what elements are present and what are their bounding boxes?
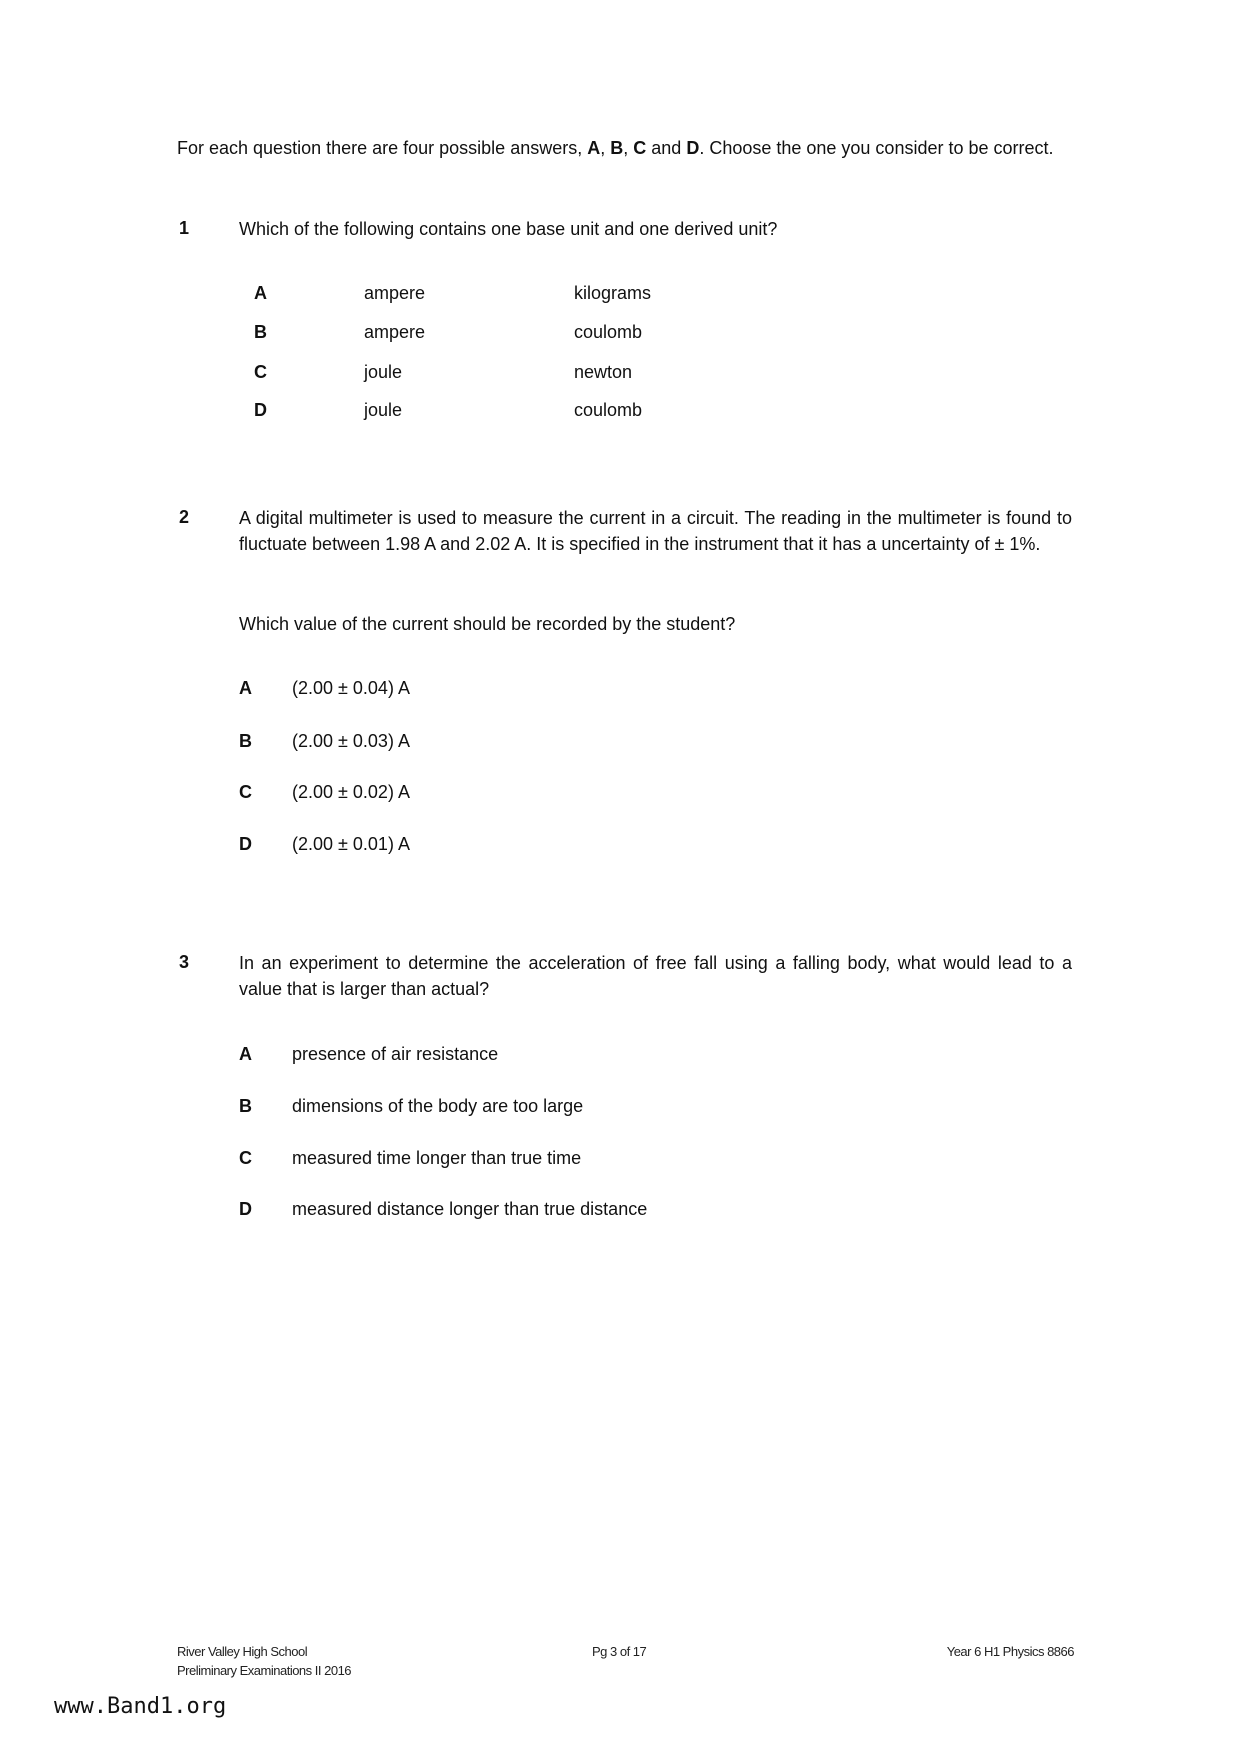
option-col1: joule bbox=[364, 362, 403, 382]
footer-page-number: Pg 3 of 17 bbox=[592, 1644, 647, 1659]
option-letter: A bbox=[239, 1044, 252, 1064]
option-letter: C bbox=[239, 782, 252, 802]
question-text: In an experiment to determine the acceleration of free fall using a falling body, what would lead to a value that is larger than actual? bbox=[239, 953, 1072, 999]
footer-school: River Valley High School bbox=[177, 1644, 308, 1659]
option-col2: coulomb bbox=[574, 322, 643, 342]
option-letter: B bbox=[254, 322, 267, 342]
option-col1: joule bbox=[364, 400, 403, 420]
option-letter: A bbox=[254, 283, 267, 303]
option-col1: ampere bbox=[364, 322, 426, 342]
option-letter: D bbox=[254, 400, 267, 420]
option-text: (2.00 ± 0.03) A bbox=[292, 731, 410, 751]
option-text: measured distance longer than true distance bbox=[292, 1199, 648, 1219]
instructions-text: For each question there are four possible answers, bbox=[177, 138, 588, 158]
footer-course: Year 6 H1 Physics 8866 bbox=[946, 1644, 1074, 1659]
question-number: 2 bbox=[179, 507, 190, 527]
separator: , bbox=[623, 138, 634, 158]
instructions bbox=[177, 135, 1072, 162]
instructions-text-end: . Choose the one you consider to be correct. bbox=[699, 138, 1054, 158]
question-prompt: Which value of the current should be recorded by the student? bbox=[239, 614, 736, 634]
option-a-label: A bbox=[587, 138, 601, 158]
option-col2: coulomb bbox=[574, 400, 643, 420]
question-number: 3 bbox=[179, 952, 190, 972]
option-col2: newton bbox=[574, 362, 633, 382]
option-text: (2.00 ± 0.02) A bbox=[292, 782, 410, 802]
option-letter: B bbox=[239, 1096, 252, 1116]
option-col2: kilograms bbox=[574, 283, 652, 303]
option-letter: D bbox=[239, 1199, 252, 1219]
option-letter: B bbox=[239, 731, 252, 751]
option-text: dimensions of the body are too large bbox=[292, 1096, 584, 1116]
option-text: presence of air resistance bbox=[292, 1044, 499, 1064]
option-letter: C bbox=[239, 1148, 252, 1168]
option-c-label: C bbox=[633, 138, 647, 158]
option-text: measured time longer than true time bbox=[292, 1148, 582, 1168]
question-number: 1 bbox=[179, 218, 190, 238]
question-text: A digital multimeter is used to measure the current in a circuit. The reading in the multimeter is found to fluctuate between 1.98 A and 2.02 A. It is specified in the instrument that it has a uncertainty of ± 1%. bbox=[239, 508, 1072, 554]
option-letter: C bbox=[254, 362, 267, 382]
option-letter: D bbox=[239, 834, 252, 854]
separator: , bbox=[600, 138, 611, 158]
option-text: (2.00 ± 0.04) A bbox=[292, 678, 410, 698]
watermark: www.Band1.org bbox=[54, 1694, 227, 1719]
footer-exam: Preliminary Examinations II 2016 bbox=[177, 1663, 352, 1678]
question-text: Which of the following contains one base unit and one derived unit? bbox=[239, 219, 778, 239]
option-col1: ampere bbox=[364, 283, 426, 303]
option-d-label: D bbox=[686, 138, 700, 158]
separator: and bbox=[646, 138, 687, 158]
option-text: (2.00 ± 0.01) A bbox=[292, 834, 410, 854]
option-b-label: B bbox=[610, 138, 624, 158]
option-letter: A bbox=[239, 678, 252, 698]
